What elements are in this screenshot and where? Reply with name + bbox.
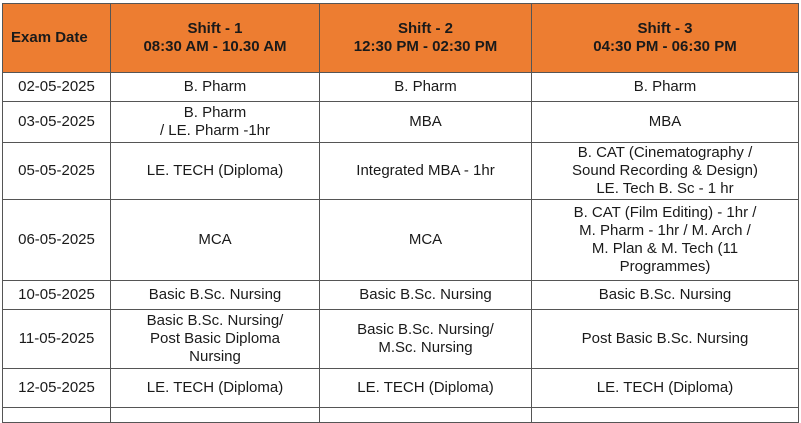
schedule-body: [3, 73, 799, 423]
program-line: Basic B.Sc. Nursing/: [146, 312, 284, 329]
program-line: Nursing: [189, 348, 241, 365]
shift-3-cell: [532, 200, 799, 281]
header-row: [3, 4, 799, 73]
shift-1-cell: [111, 200, 320, 281]
exam-date-cell: 12-05-2025: [3, 369, 111, 408]
program-line: B. CAT (Film Editing) - 1hr /: [573, 204, 757, 221]
shift-1-cell: [111, 102, 320, 143]
exam-date-cell: 10-05-2025: [3, 281, 111, 310]
shift-2-cell: [320, 102, 532, 143]
shift-2-header: [320, 4, 532, 73]
shift-3-cell: [532, 73, 799, 102]
program-line: LE. TECH (Diploma): [596, 379, 734, 396]
table-row: [3, 281, 799, 310]
shift-2-cell: [320, 143, 532, 200]
program-line: Basic B.Sc. Nursing: [359, 286, 492, 303]
shift-3-title: Shift - 3: [637, 20, 693, 37]
trailing-cell: [320, 408, 532, 423]
program-line: LE. Tech B. Sc - 1 hr: [596, 180, 734, 197]
table-row: [3, 369, 799, 408]
shift-1-time: 08:30 AM - 10.30 AM: [143, 38, 287, 55]
shift-1-title: Shift - 1: [187, 20, 243, 37]
shift-3-cell: [532, 369, 799, 408]
exam-schedule-table: [2, 3, 799, 423]
table-row: [3, 102, 799, 143]
trailing-cell: [532, 408, 799, 423]
program-line: / LE. Pharm -1hr: [159, 122, 271, 139]
program-line: Sound Recording & Design): [572, 162, 758, 179]
program-line: MCA: [198, 231, 232, 248]
program-line: MCA: [408, 231, 443, 248]
shift-2-cell: [320, 281, 532, 310]
shift-3-header: [532, 4, 799, 73]
shift-2-cell: [320, 369, 532, 408]
shift-1-cell: [111, 369, 320, 408]
program-line: Programmes): [619, 258, 711, 275]
trailing-cell: [3, 408, 111, 423]
program-line: Basic B.Sc. Nursing: [148, 286, 282, 303]
trailing-cell: [111, 408, 320, 423]
shift-3-cell: [532, 143, 799, 200]
program-line: MBA: [648, 113, 682, 130]
program-line: MBA: [409, 113, 442, 130]
table-row: [3, 200, 799, 281]
shift-2-cell: [320, 200, 532, 281]
shift-3-cell: [532, 281, 799, 310]
shift-3-cell: [532, 102, 799, 143]
program-line: LE. TECH (Diploma): [357, 379, 494, 396]
shift-1-cell: [111, 281, 320, 310]
shift-2-cell: [320, 73, 532, 102]
program-line: LE. TECH (Diploma): [146, 379, 284, 396]
shift-1-cell: [111, 73, 320, 102]
program-line: LE. TECH (Diploma): [146, 162, 284, 179]
program-line: M. Plan & M. Tech (11: [591, 240, 739, 257]
exam-date-cell: 11-05-2025: [3, 310, 111, 369]
table-row-trailing: [3, 408, 799, 423]
program-line: M. Pharm - 1hr / M. Arch /: [579, 222, 751, 239]
shift-2-title: Shift - 2: [398, 20, 453, 37]
program-line: Integrated MBA - 1hr: [356, 162, 495, 179]
exam-date-cell: 05-05-2025: [3, 143, 111, 200]
exam-date-cell: 02-05-2025: [3, 73, 111, 102]
exam-date-header: Exam Date: [3, 4, 111, 73]
table-row: [3, 73, 799, 102]
program-line: Basic B.Sc. Nursing: [598, 286, 732, 303]
program-line: B. Pharm: [394, 78, 457, 95]
shift-3-time: 04:30 PM - 06:30 PM: [593, 38, 737, 55]
exam-date-cell: 06-05-2025: [3, 200, 111, 281]
program-line: Post Basic Diploma: [149, 330, 281, 347]
program-line: B. Pharm: [183, 78, 247, 95]
table-row: [3, 310, 799, 369]
shift-1-header: [111, 4, 320, 73]
shift-2-cell: [320, 310, 532, 369]
program-line: B. CAT (Cinematography /: [577, 144, 753, 161]
shift-3-cell: [532, 310, 799, 369]
shift-1-cell: [111, 310, 320, 369]
program-line: Basic B.Sc. Nursing/: [357, 321, 494, 338]
shift-2-time: 12:30 PM - 02:30 PM: [353, 38, 498, 55]
program-line: B. Pharm: [633, 78, 697, 95]
program-line: Post Basic B.Sc. Nursing: [581, 330, 749, 347]
exam-date-cell: 03-05-2025: [3, 102, 111, 143]
shift-1-cell: [111, 143, 320, 200]
table-row: [3, 143, 799, 200]
program-line: M.Sc. Nursing: [378, 339, 473, 356]
program-line: B. Pharm: [183, 104, 247, 121]
